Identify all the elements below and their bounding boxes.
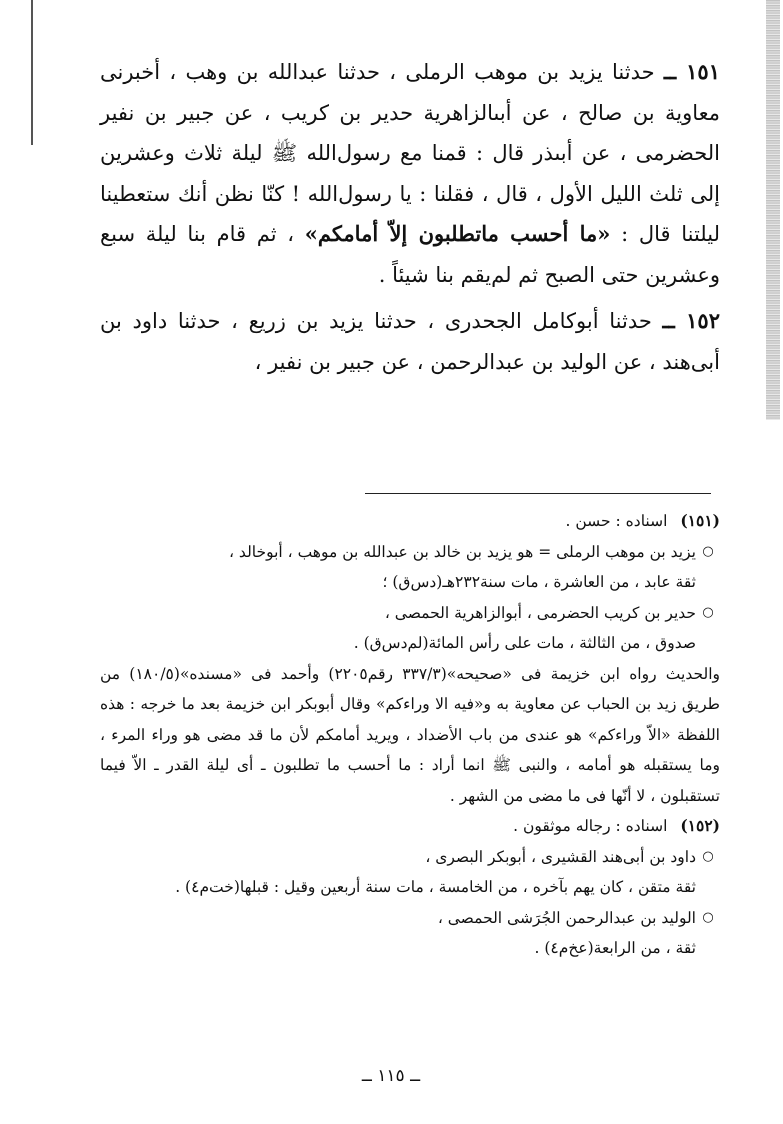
narrator-grade: صدوق ، من الثالثة ، مات على رأس المائة(لم‌دس‌ق) . (353, 634, 696, 652)
narrator-grade: ثقة عابد ، من العاشرة ، مات سنة٢٣٢هـ(دس‌ق) ؛ (382, 573, 696, 591)
takhrij-paragraph: والحديث رواه ابن خزيمة فى «صحيحه»(٣٣٧/٣ رقم٢٢٠٥) وأحمد فى «مسنده»(١٨٠/٥) من طريق زيد بن الحباب عن معاوية به و«فيه الا وراءكم» وقال أبوبكر ابن خزيمة بعد ما خرجه : هذه اللفظة «الاّ وراءكم» هو عندى من باب الأضداد ، ويريد أمامكم لأن ما قد مضى هو وراء المرء ، وما يستقبله هو أمامه ، والنبى ﷺ انما أراد : ما أحسب ما تطلبون ـ أى ليلة القدر ـ الاّ فيما تستقبلون ، لا أنّها فى ما مضى من الشهر . (100, 664, 720, 805)
narrator-grade: ثقة متقن ، كان يهم بآخره ، من الخامسة ، مات سنة أربعين وقيل : قبلها(خت‌م‌٤) . (175, 878, 696, 896)
note-151-head (100, 506, 720, 537)
hadith-number: ١٥٢ ــ (662, 308, 720, 333)
page-number: ــ ١١٥ ــ (361, 1066, 421, 1086)
scan-edge-right (766, 0, 780, 420)
hadith-number: ١٥١ ــ (663, 59, 720, 84)
hadith-text: حدثنا أبوكامل الجحدرى ، حدثنا يزيد بن زريع ، حدثنا داود بن أبى‌هند ، عن الوليد بن عبدالرحمن ، عن جبير بن نفير ، (100, 309, 720, 374)
note-number: (١٥٢) (680, 816, 720, 835)
hadith-152 (100, 301, 720, 382)
hadith-text: حدثنا يزيد بن موهب الرملى ، حدثنا عبدالله بن وهب ، أخبرنى معاوية بن صالح ، عن أبىالزاهرية حدير بن كريب ، عن جبير بن نفير الحضرمى ، عن أبىذر قال : قمنا مع رسول‌الله ﷺ ليلة ثلاث وعشرين إلى ثلث الليل الأول ، قال ، فقلنا : يا رسول‌الله ! كنّا نظن أنك ستعطينا ليلتنا قال : (100, 60, 720, 246)
circle-bullet-icon: ○ (702, 909, 714, 925)
circle-bullet-icon: ○ (702, 604, 714, 620)
narrator-grade: ثقة ، من الرابعة(عخ‌م‌٤) . (534, 939, 696, 957)
hadith-quote: «ما أحسب ماتطلبون إلاّ أمامكم» (304, 221, 611, 246)
main-text (100, 52, 720, 388)
circle-bullet-icon: ○ (702, 543, 714, 559)
narrator-name: الوليد بن عبدالرحمن الجُرَشى الحمصى ، (437, 908, 696, 927)
hadith-151 (100, 52, 720, 295)
scan-edge-left (31, 0, 33, 145)
circle-bullet-icon: ○ (702, 848, 714, 864)
narrator-name: داود بن أبى‌هند القشيرى ، أبوبكر البصرى ، (425, 847, 696, 866)
narrator-name: حدير بن كريب الحضرمى ، أبوالزاهرية الحمصى ، (384, 603, 696, 622)
note-heading: اسناده : حسن . (565, 512, 668, 530)
narrator-name: يزيد بن موهب الرملى = هو يزيد بن خالد بن عبدالله بن موهب ، أبوخالد ، (229, 542, 696, 561)
note-152-head (100, 811, 720, 842)
narrator-entry (100, 598, 720, 659)
note-heading: اسناده : رجاله موثقون . (513, 817, 668, 835)
note-number: (١٥١) (680, 511, 720, 530)
narrator-entry (100, 903, 720, 964)
footnote-divider (365, 493, 711, 494)
hadith-tail: ، ثم قام بنا ليلة سبع وعشرين حتى الصبح ثم لم‌يقم بنا شيئاً . (100, 222, 720, 287)
footnotes (100, 506, 720, 964)
narrator-entry (100, 537, 720, 598)
narrator-entry (100, 842, 720, 903)
